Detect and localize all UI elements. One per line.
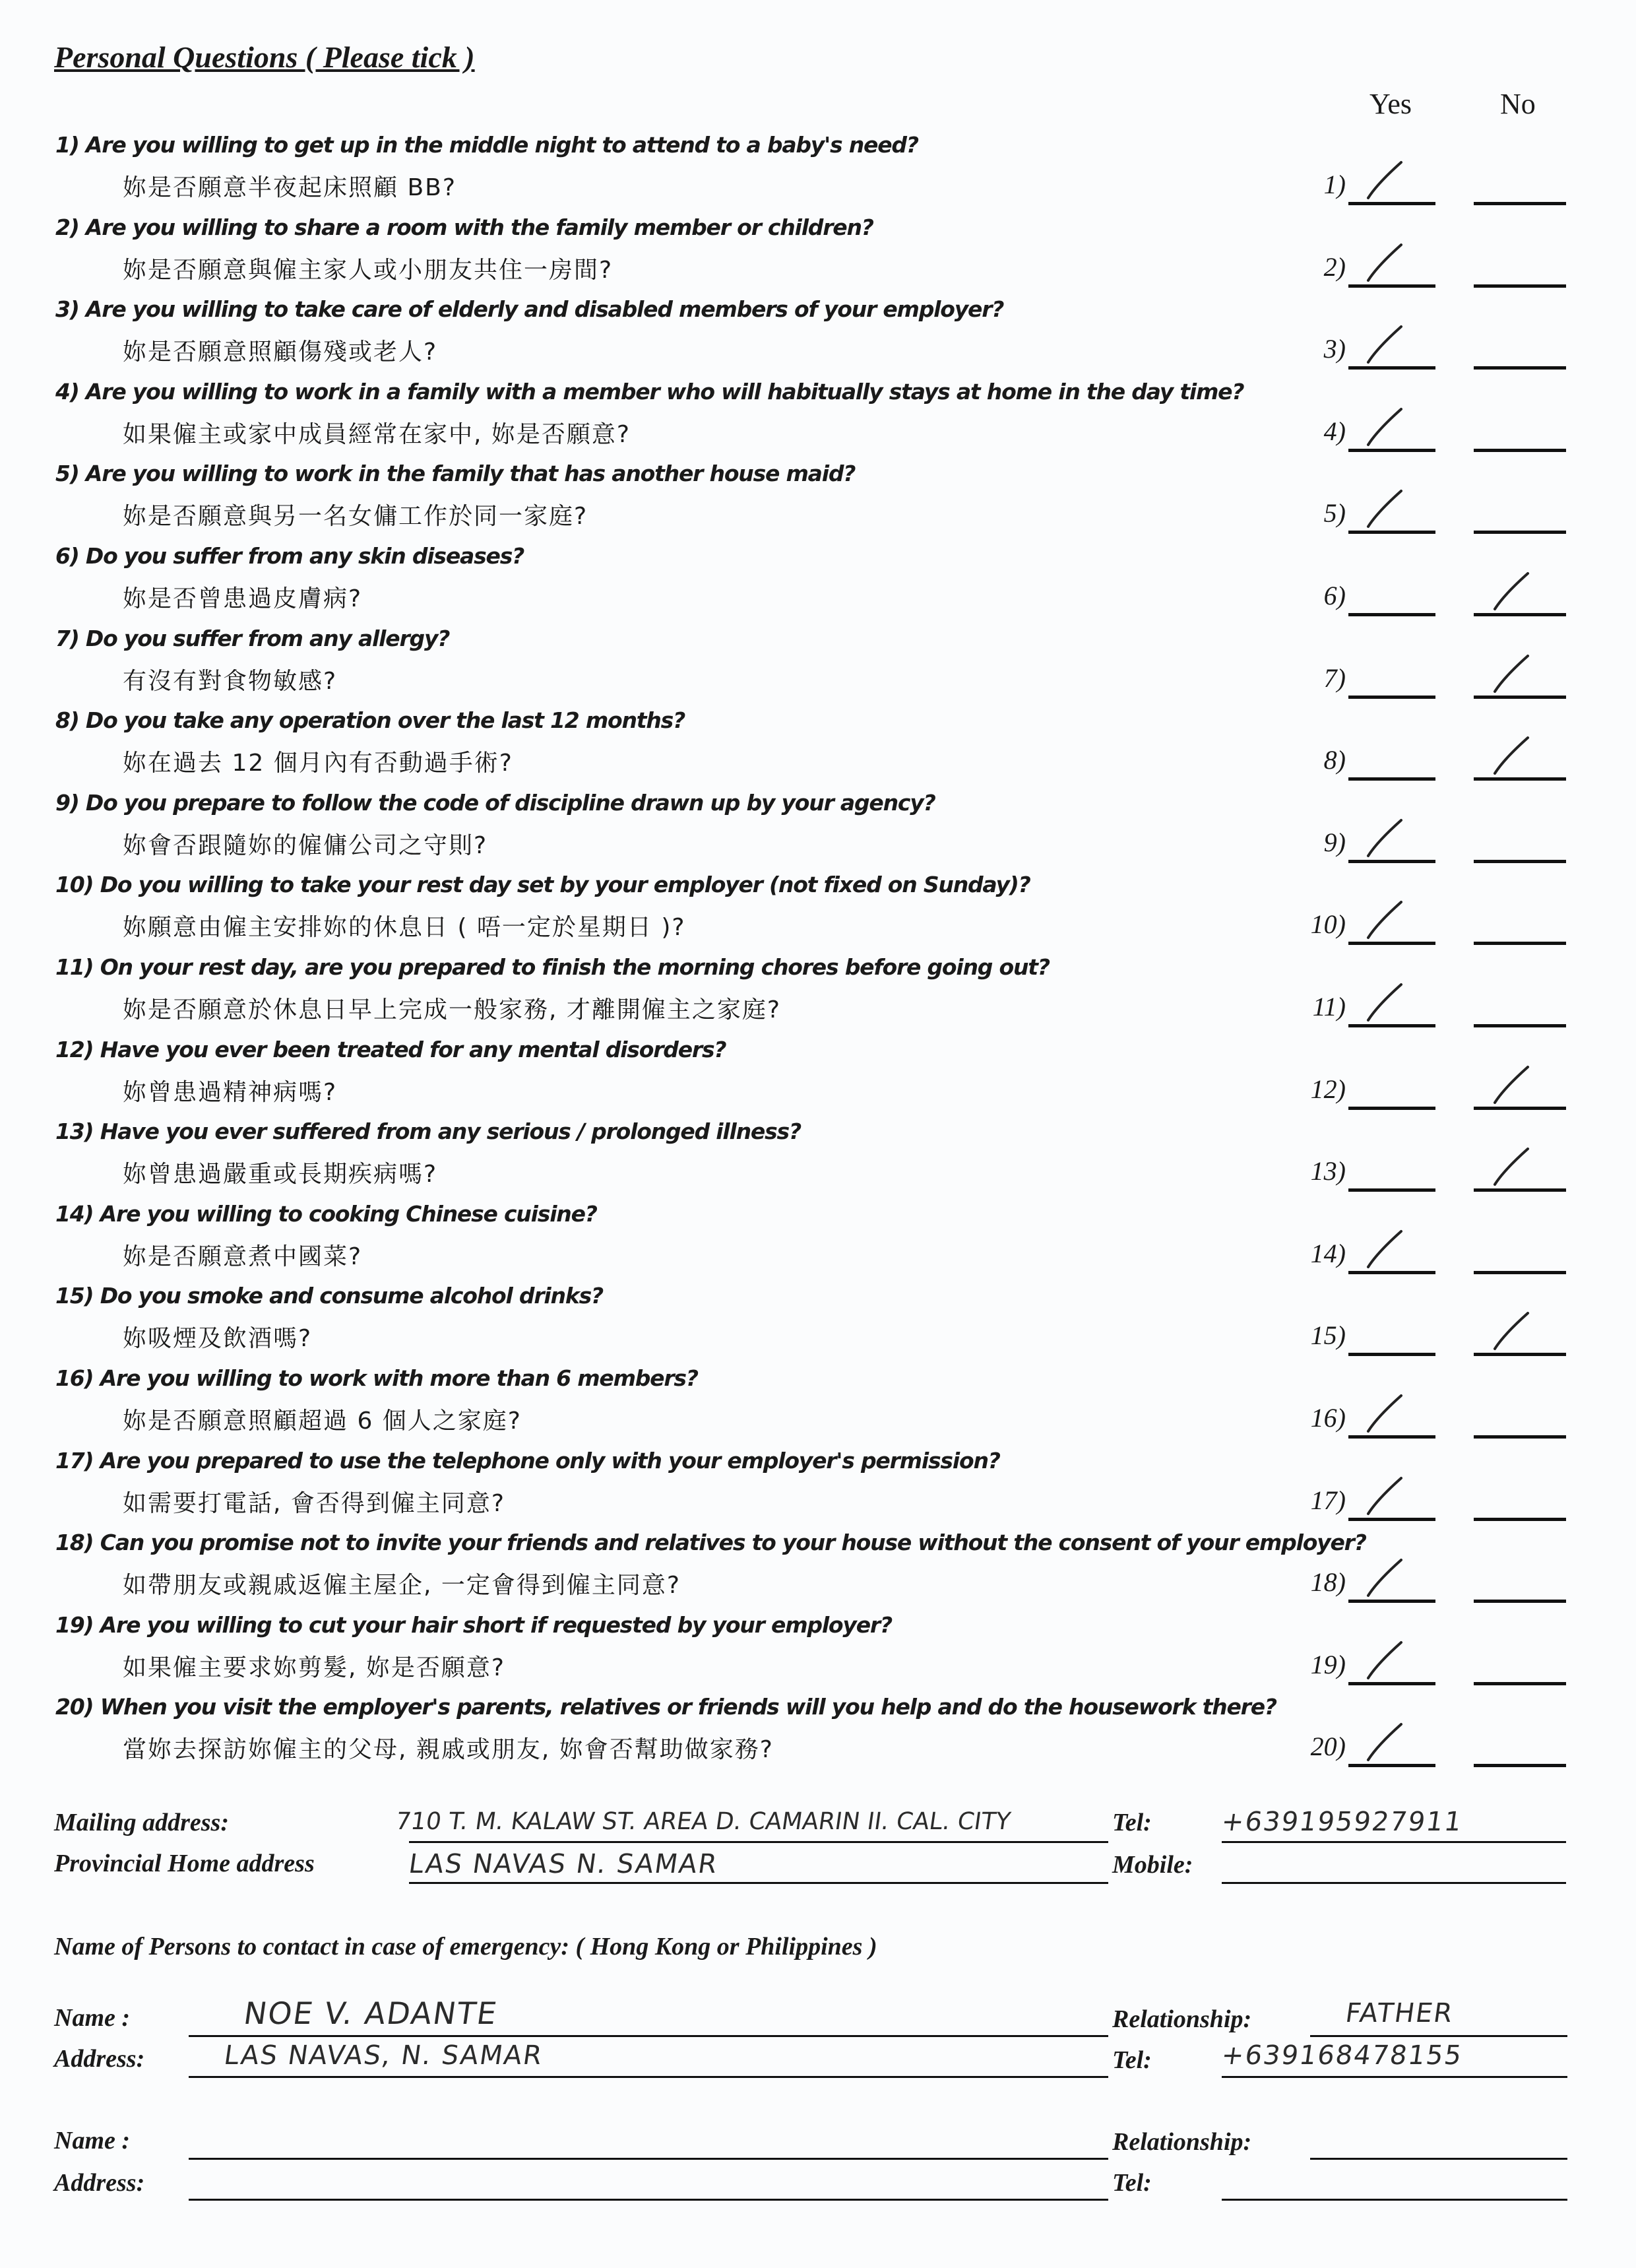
question-english: 11) On your rest day, are you prepared to finish the morning chores before going out? — [55, 954, 1050, 980]
contact2-tel-label: Tel: — [1112, 2169, 1152, 2197]
answer-no-line[interactable] — [1474, 942, 1566, 945]
question-row — [0, 1530, 1636, 1612]
answer-no-line[interactable] — [1474, 1600, 1566, 1603]
provincial-address-line — [409, 1882, 1108, 1884]
question-english: 13) Have you ever suffered from any serious / prolonged illness? — [55, 1118, 801, 1145]
tick-mark-icon — [1492, 651, 1532, 697]
answer-number: 4) — [1323, 416, 1346, 446]
question-chinese: 妳是否願意與僱主家人或小朋友共住一房間? — [123, 256, 614, 284]
question-row — [0, 379, 1636, 461]
answer-no-line[interactable] — [1474, 1518, 1566, 1521]
question-row — [0, 1694, 1636, 1776]
question-english: 2) Are you willing to share a room with the family member or children? — [55, 214, 873, 240]
question-english: 19) Are you willing to cut your hair short if requested by your employer? — [55, 1611, 892, 1638]
answer-yes-line[interactable] — [1348, 1188, 1435, 1192]
emergency-heading: Name of Persons to contact in case of emergency: ( Hong Kong or Philippines ) — [54, 1933, 877, 1960]
answer-no-line[interactable] — [1474, 1024, 1566, 1027]
contact2-name-label: Name : — [54, 2127, 131, 2155]
question-english: 3) Are you willing to take care of elderly and disabled members of your employer? — [55, 296, 1004, 323]
contact1-name-line — [189, 2035, 1108, 2037]
answer-no-line[interactable] — [1474, 1271, 1566, 1274]
question-chinese: 妳是否曾患過皮膚病? — [123, 585, 363, 612]
contact1-relationship-label: Relationship: — [1112, 2005, 1252, 2033]
answer-no-line[interactable] — [1474, 860, 1566, 863]
question-english: 17) Are you prepared to use the telephone only with your employer's permission? — [55, 1447, 1000, 1474]
answer-yes-line[interactable] — [1348, 696, 1435, 699]
answer-yes-line[interactable] — [1348, 613, 1435, 616]
mobile-line — [1222, 1882, 1566, 1884]
tick-mark-icon — [1366, 815, 1405, 861]
question-chinese: 妳是否願意半夜起床照顧 BB? — [123, 174, 456, 201]
tick-mark-icon — [1366, 1473, 1405, 1519]
tick-mark-icon — [1492, 568, 1532, 614]
question-english: 9) Do you prepare to follow the code of discipline drawn up by your agency? — [55, 789, 935, 816]
answer-no-line[interactable] — [1474, 284, 1566, 288]
answer-no-line[interactable] — [1474, 1435, 1566, 1439]
answer-number: 14) — [1310, 1238, 1346, 1268]
tick-mark-icon — [1366, 486, 1405, 532]
provincial-address-field[interactable]: LAS NAVAS N. SAMAR — [406, 1849, 720, 1879]
question-row — [0, 1118, 1636, 1201]
question-chinese: 妳是否願意照顧傷殘或老人? — [123, 339, 438, 366]
question-chinese: 妳吸煙及飲酒嗎? — [123, 1325, 313, 1353]
question-row — [0, 790, 1636, 872]
question-english: 20) When you visit the employer's parents, relatives or friends will you help and do the housework there? — [55, 1694, 1276, 1720]
tick-mark-icon — [1366, 1226, 1405, 1272]
answer-yes-line[interactable] — [1348, 777, 1435, 781]
tick-mark-icon — [1366, 240, 1405, 286]
mailing-address-field[interactable]: 710 T. M. KALAW ST. AREA D. CAMARIN II. CAL. CITY — [394, 1808, 1013, 1835]
answer-number: 12) — [1310, 1074, 1346, 1104]
question-chinese: 如需要打電話, 會否得到僱主同意? — [123, 1489, 505, 1517]
answer-number: 7) — [1323, 663, 1346, 693]
question-chinese: 如帶朋友或親戚返僱主屋企, 一定會得到僱主同意? — [123, 1572, 681, 1600]
question-chinese: 當妳去探訪妳僱主的父母, 親戚或朋友, 妳會否幫助做家務? — [123, 1736, 774, 1764]
question-chinese: 妳是否願意與另一名女傭工作於同一家庭? — [123, 503, 588, 531]
contact2-relationship-line — [1310, 2158, 1567, 2160]
question-chinese: 妳在過去 12 個月內有否動過手術? — [123, 750, 513, 777]
question-english: 4) Are you willing to work in a family with a member who will habitually stays at home in the day time? — [55, 378, 1244, 405]
contact2-relationship-label: Relationship: — [1112, 2128, 1252, 2156]
question-english: 8) Do you take any operation over the last 12 months? — [55, 707, 685, 734]
question-chinese: 妳會否跟隨妳的僱傭公司之守則? — [123, 831, 488, 859]
question-english: 12) Have you ever been treated for any mental disorders? — [55, 1036, 726, 1062]
question-row — [0, 1612, 1636, 1695]
provincial-address-label: Provincial Home address — [54, 1850, 315, 1877]
tick-mark-icon — [1366, 1555, 1405, 1601]
answer-yes-line[interactable] — [1348, 1107, 1435, 1110]
answer-number: 16) — [1310, 1403, 1346, 1433]
answer-number: 20) — [1310, 1732, 1346, 1762]
answer-number: 5) — [1323, 498, 1346, 529]
question-row — [0, 132, 1636, 214]
answer-number: 13) — [1310, 1156, 1346, 1186]
answer-number: 2) — [1323, 251, 1346, 282]
question-english: 14) Are you willing to cooking Chinese cuisine? — [55, 1200, 597, 1227]
question-english: 16) Are you willing to work with more than 6 members? — [55, 1365, 698, 1391]
question-chinese: 妳曾患過嚴重或長期疾病嗎? — [123, 1161, 438, 1188]
page-title: Personal Questions ( Please tick ) — [54, 40, 475, 74]
yes-column-header: Yes — [1369, 88, 1412, 120]
question-chinese: 妳是否願意於休息日早上完成一般家務, 才離開僱主之家庭? — [123, 996, 781, 1023]
contact1-tel-label: Tel: — [1112, 2046, 1152, 2074]
answer-number: 1) — [1323, 170, 1346, 199]
tel-label: Tel: — [1112, 1809, 1152, 1836]
tick-mark-icon — [1492, 1062, 1532, 1108]
answer-no-line[interactable] — [1474, 202, 1566, 205]
tick-mark-icon — [1366, 1719, 1405, 1765]
question-row — [0, 872, 1636, 954]
contact1-address-label: Address: — [54, 2045, 145, 2073]
question-english: 7) Do you suffer from any allergy? — [55, 625, 450, 651]
contact1-tel-line — [1222, 2076, 1567, 2078]
mailing-address-label: Mailing address: — [54, 1809, 229, 1836]
mailing-address-line — [409, 1841, 1108, 1843]
question-english: 10) Do you willing to take your rest day set by your employer (not fixed on Sunday)? — [55, 872, 1030, 898]
question-row — [0, 1365, 1636, 1448]
question-chinese: 妳是否願意煮中國菜? — [123, 1243, 363, 1270]
mobile-label: Mobile: — [1112, 1851, 1193, 1879]
question-english: 5) Are you willing to work in the family that has another house maid? — [55, 461, 856, 487]
contact2-address-line — [189, 2199, 1108, 2201]
tick-mark-icon — [1366, 404, 1405, 450]
question-row — [0, 214, 1636, 297]
tel-field[interactable]: +639195927911 — [1219, 1807, 1465, 1837]
contact2-tel-line — [1222, 2199, 1567, 2201]
contact1-relationship-field[interactable]: FATHER — [1343, 1998, 1456, 2028]
contact2-address-label: Address: — [54, 2169, 145, 2197]
answer-number: 17) — [1310, 1485, 1346, 1515]
answer-number: 10) — [1310, 909, 1346, 940]
question-row — [0, 1283, 1636, 1365]
tick-mark-icon — [1492, 732, 1532, 779]
tick-mark-icon — [1492, 1308, 1532, 1354]
question-row — [0, 1448, 1636, 1530]
tick-mark-icon — [1366, 979, 1405, 1025]
tick-mark-icon — [1492, 1144, 1532, 1190]
answer-number: 19) — [1310, 1649, 1346, 1679]
answer-number: 6) — [1323, 581, 1346, 610]
question-english: 18) Can you promise not to invite your friends and relatives to your house without the consent of your employer? — [55, 1530, 1366, 1556]
question-chinese: 妳曾患過精神病嗎? — [123, 1078, 338, 1106]
question-chinese: 妳願意由僱主安排妳的休息日 ( 唔一定於星期日 )? — [123, 914, 686, 942]
answer-number: 11) — [1312, 992, 1346, 1021]
tick-mark-icon — [1366, 1390, 1405, 1437]
answer-yes-line[interactable] — [1348, 1353, 1435, 1356]
question-row — [0, 296, 1636, 379]
question-chinese: 如果僱主或家中成員經常在家中, 妳是否願意? — [123, 420, 631, 448]
contact2-name-line — [189, 2158, 1108, 2160]
answer-number: 9) — [1323, 827, 1346, 857]
tick-mark-icon — [1366, 897, 1405, 943]
contact1-tel-field[interactable]: +639168478155 — [1219, 2040, 1465, 2071]
question-row — [0, 707, 1636, 790]
question-row — [0, 626, 1636, 708]
question-english: 1) Are you willing to get up in the middle night to attend to a baby's need? — [55, 132, 918, 158]
contact1-address-field[interactable]: LAS NAVAS, N. SAMAR — [222, 2040, 546, 2071]
question-chinese: 如果僱主要求妳剪髮, 妳是否願意? — [123, 1654, 505, 1681]
question-chinese: 有沒有對食物敏感? — [123, 667, 338, 695]
answer-number: 15) — [1310, 1320, 1346, 1351]
contact1-name-label: Name : — [54, 2004, 131, 2032]
question-row — [0, 543, 1636, 626]
tick-mark-icon — [1366, 157, 1405, 203]
answer-no-line[interactable] — [1474, 1682, 1566, 1685]
answer-number: 8) — [1323, 745, 1346, 775]
answer-no-line[interactable] — [1474, 1764, 1566, 1767]
contact1-relationship-line — [1310, 2035, 1567, 2037]
tick-mark-icon — [1366, 321, 1405, 368]
contact1-name-field[interactable]: NOE V. ADANTE — [241, 1995, 501, 2031]
tick-mark-icon — [1366, 1637, 1405, 1683]
contact1-address-line — [189, 2076, 1108, 2078]
question-english: 6) Do you suffer from any skin diseases? — [55, 543, 524, 569]
answer-no-line[interactable] — [1474, 366, 1566, 370]
question-english: 15) Do you smoke and consume alcohol drinks? — [55, 1283, 603, 1309]
question-row — [0, 461, 1636, 543]
question-row — [0, 954, 1636, 1037]
no-column-header: No — [1500, 88, 1536, 120]
answer-number: 18) — [1310, 1567, 1346, 1598]
tel-line — [1222, 1841, 1566, 1843]
question-row — [0, 1201, 1636, 1283]
question-row — [0, 1037, 1636, 1119]
answer-number: 3) — [1323, 334, 1346, 364]
answer-no-line[interactable] — [1474, 531, 1566, 534]
question-chinese: 妳是否願意照顧超過 6 個人之家庭? — [123, 1408, 522, 1435]
answer-no-line[interactable] — [1474, 449, 1566, 452]
